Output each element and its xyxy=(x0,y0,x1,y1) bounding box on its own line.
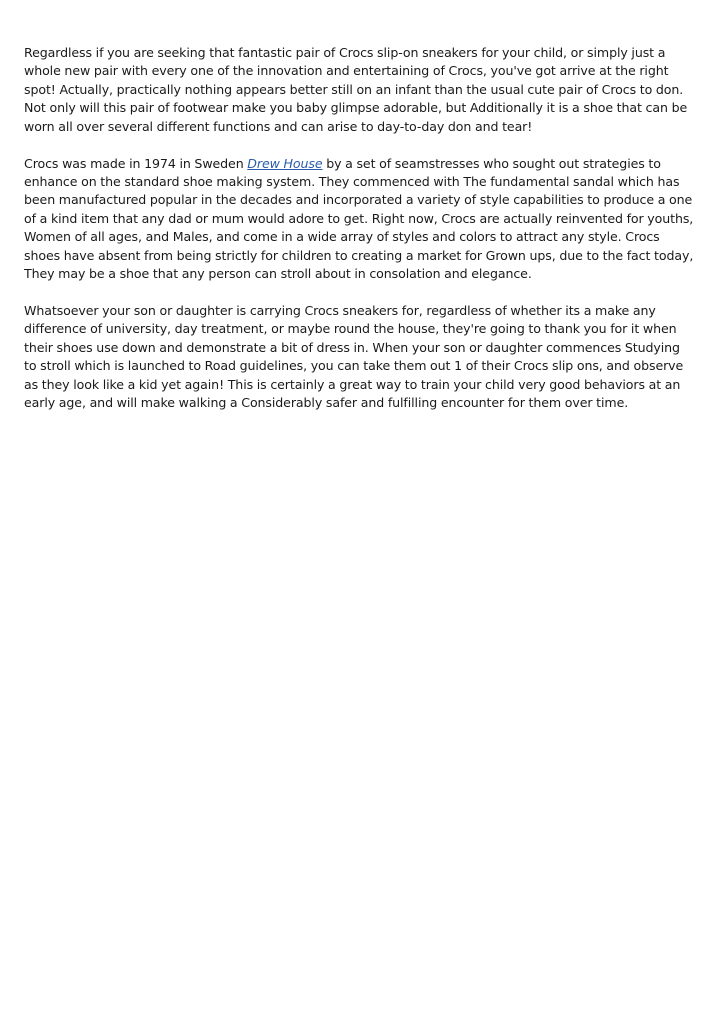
drew-house-link[interactable]: Drew House xyxy=(247,155,323,171)
paragraph-1: Regardless if you are seeking that fantastic pair of Crocs slip-on sneakers for your child, or simply just a whole new pair with every one of the innovation and entertaining of Crocs, you've got arrive at the right spot! Actually, practically nothing appears better still on an infant than the usual cute pair of Crocs to don. Not only will this pair of footwear make you baby glimpse adorable, but Additionally it is a shoe that can be worn all over several different functions and can arise to day-to-day don and tear! xyxy=(24,45,688,134)
paragraph-2-body-text: by a set of seamstresses who sought out strategies to enhance on the standard shoe making system. They commenced with The fundamental sandal which has been manufactured popular in the decades and incorporated a variety of style capabilities to produce a one of a kind item that any dad or mum would adore to get. Right now, Crocs are actually reinvented for youths, Women of all ages, and Males, and come in a wide array of styles and colors to attract any style. Crocs shoes have absent from being strictly for children to creating a market for Grown ups, due to the fact today, They may be a shoe that any person can stroll about in consolation and elegance. xyxy=(24,155,694,281)
paragraph-2 xyxy=(24,155,696,284)
paragraph-2-lead-text: Crocs was made in 1974 in Sweden xyxy=(24,155,248,171)
paragraph-3: Whatsoever your son or daughter is carrying Crocs sneakers for, regardless of whether its a make any difference of university, day treatment, or maybe round the house, they're going to thank you for it when their shoes use down and demonstrate a bit of dress in. When your son or daughter commences Studying to stroll which is launched to Road guidelines, you can take them out 1 of their Crocs slip ons, and observe as they look like a kid yet again! This is certainly a great way to train your child very good behaviors at an early age, and will make walking a Considerably safer and fulfilling encounter for them over time. xyxy=(24,302,684,410)
